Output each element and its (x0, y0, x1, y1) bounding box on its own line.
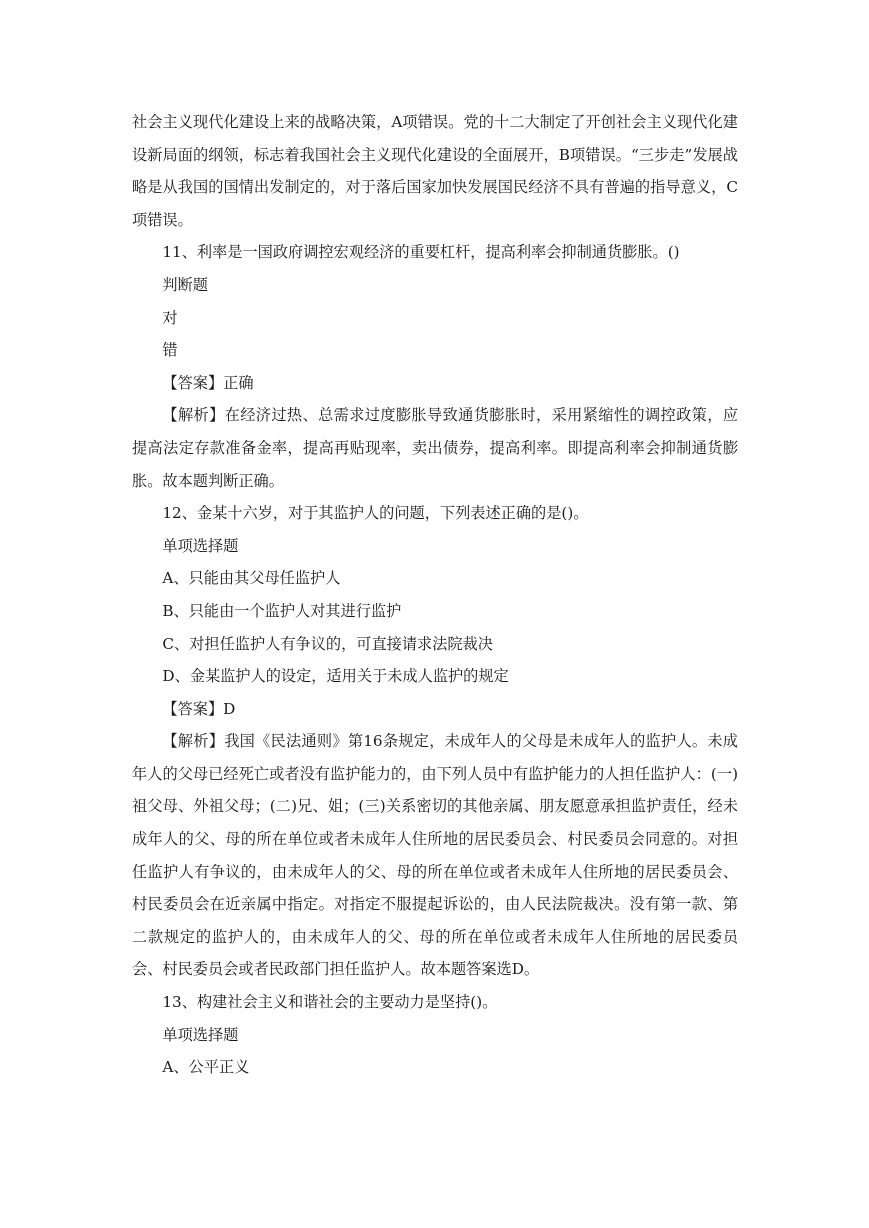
question-12-type: 单项选择题 (162, 536, 239, 555)
question-13: 13、构建社会主义和谐社会的主要动力是坚持()。 (162, 993, 498, 1012)
question-11-option-true: 对 (162, 308, 178, 327)
question-11-type: 判断题 (162, 275, 208, 294)
question-12: 12、金某十六岁，对于其监护人的问题，下列表述正确的是()。 (162, 504, 589, 523)
question-13-type: 单项选择题 (162, 1025, 239, 1044)
question-12-analysis: 【解析】我国《民法通则》第16条规定，未成年人的父母是未成年人的监护人。未成年人的父母已经死亡或者没有监护能力的，由下列人员中有监护能力的人担任监护人：(一)祖父母、外祖父母；(二)兄、姐；(三)关系密切的其他亲属、朋友愿意承担监护责任，经未成年人的父、母的所在单位或者未成年人住所地的居民委员会、村民委员会同意的。对担任监护人有争议的，由未成年人的父、母的所在单位或者未成年人住所地的居民委员会、村民委员会在近亲属中指定。对指定不服提起诉讼的，由人民法院裁决。没有第一款、第二款规定的监护人的，由未成年人的父、母的所在单位或者未成年人住所地的居民委员会、村民委员会或者民政部门担任监护人。故本题答案选D。 (132, 732, 738, 979)
question-12-answer: 【答案】D (162, 699, 236, 718)
question-11: 11、利率是一国政府调控宏观经济的重要杠杆，提高利率会抑制通货膨胀。() (162, 243, 680, 262)
document-page (132, 106, 738, 1084)
question-12-option-c: C、对担任监护人有争议的，可直接请求法院裁决 (162, 634, 493, 653)
question-13-option-a: A、公平正义 (162, 1058, 250, 1077)
question-11-option-false: 错 (162, 341, 178, 360)
question-11-analysis: 【解析】在经济过热、总需求过度膨胀导致通货膨胀时，采用紧缩性的调控政策，应提高法定存款准备金率，提高再贴现率，卖出债券，提高利率。即提高利率会抑制通货膨胀。故本题判断正确。 (132, 406, 738, 490)
question-11-answer: 【答案】正确 (162, 373, 254, 392)
question-12-option-b: B、只能由一个监护人对其进行监护 (162, 601, 402, 620)
paragraph-previous-analysis: 社会主义现代化建设上来的战略决策，A项错误。党的十二大制定了开创社会主义现代化建设新局面的纲领，标志着我国社会主义现代化建设的全面展开，B项错误。“三步走”发展战略是从我国的国情出发制定的，对于落后国家加快发展国民经济不具有普遍的指导意义，C项错误。 (132, 113, 738, 229)
question-12-option-a: A、只能由其父母任监护人 (162, 569, 341, 588)
question-12-option-d: D、金某监护人的设定，适用关于未成人监护的规定 (162, 667, 509, 686)
